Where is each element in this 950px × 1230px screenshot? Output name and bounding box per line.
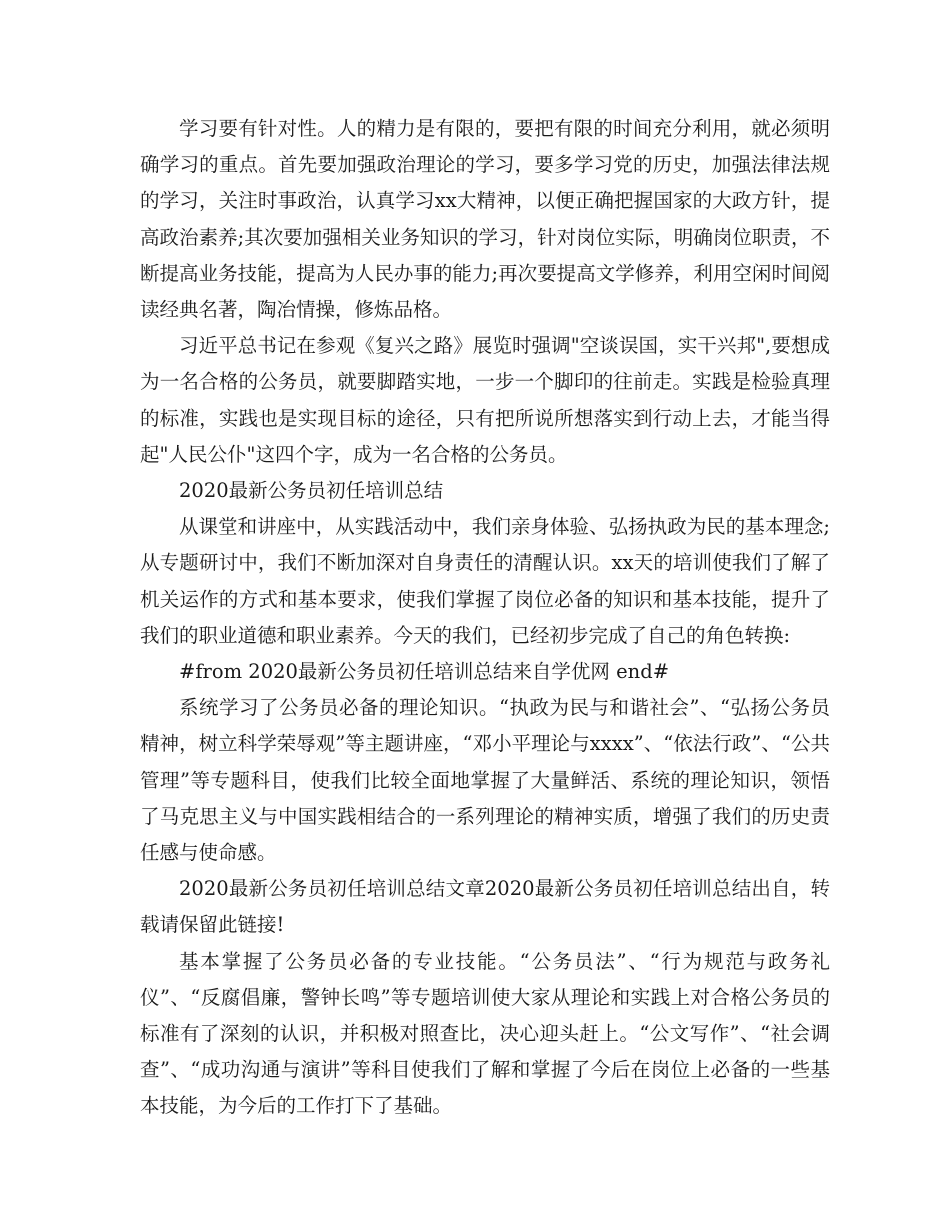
paragraph-study-focus: 学习要有针对性。人的精力是有限的，要把有限的时间充分利用，就必须明确学习的重点。首先要加强政治理论的学习，要多学习党的历史，加强法律法规的学习，关注时事政治，认真学习xx大精神，以便正确把握国家的大政方针，提高政治素养;其次要加强相关业务知识的学习，针对岗位实际，明确岗位职责，不断提高业务技能，提高为人民办事的能力;再次要提高文学修养，利用空闲时间阅读经典名著，陶冶情操，修炼品格。 xyxy=(140,117,830,322)
paragraph-reprint-notice: 2020最新公务员初任培训总结文章2020最新公务员初任培训总结出自，转载请保留此链接! xyxy=(140,877,830,937)
paragraph-training-overview: 从课堂和讲座中，从实践活动中，我们亲身体验、弘扬执政为民的基本理念;从专题研讨中，我们不断加深对自身责任的清醒认识。xx天的培训使我们了解了机关运作的方式和基本要求，使我们掌握了岗位必备的知识和基本技能，提升了我们的职业道德和职业素养。今天的我们，已经初步完成了自己的角色转换: xyxy=(140,515,830,647)
paragraph-practice: 习近平总书记在参观《复兴之路》展览时强调"空谈误国，实干兴邦",要想成为一名合格的公务员，就要脚踏实地，一步一个脚印的往前走。实践是检验真理的标准，实践也是实现目标的途径，只有把所说所想落实到行动上去，才能当得起"人民公仆"这四个字，成为一名合格的公务员。 xyxy=(140,334,830,466)
document-body xyxy=(140,111,830,1125)
section-heading: 2020最新公务员初任培训总结 xyxy=(179,479,444,503)
source-marker: #from 2020最新公务员初任培训总结来自学优网 end# xyxy=(179,660,670,684)
paragraph-professional-skills: 基本掌握了公务员必备的专业技能。“公务员法”、“行为规范与政务礼仪”、“反腐倡廉，警钟长鸣”等专题培训使大家从理论和实践上对合格公务员的标准有了深刻的认识，并积极对照查比，决心迎头赶上。“公文写作”、“社会调查”、“成功沟通与演讲”等科目使我们了解和掌握了今后在岗位上必备的一些基本技能，为今后的工作打下了基础。 xyxy=(140,949,830,1118)
paragraph-theory-knowledge: 系统学习了公务员必备的理论知识。“执政为民与和谐社会”、“弘扬公务员精神，树立科学荣辱观”等主题讲座，“邓小平理论与xxxx”、“依法行政”、“公共管理”等专题科目，使我们比较全面地掌握了大量鲜活、系统的理论知识，领悟了马克思主义与中国实践相结合的一系列理论的精神实质，增强了我们的历史责任感与使命感。 xyxy=(140,696,830,865)
